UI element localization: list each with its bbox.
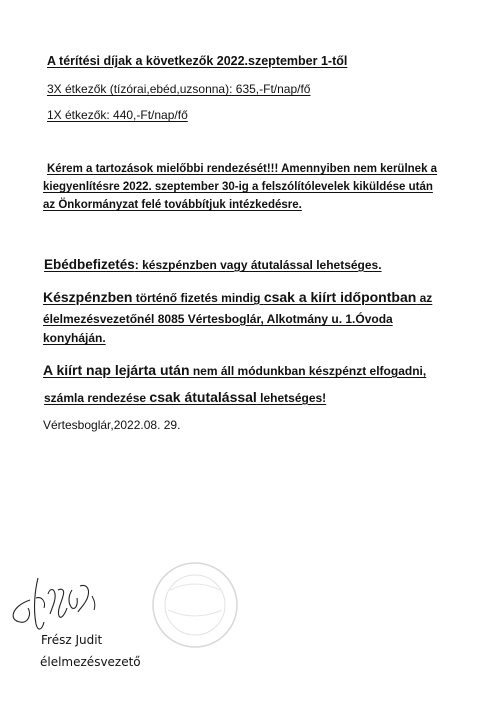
after-deadline-line2-start: számla rendezése — [44, 391, 150, 405]
cash-payment-line-2: élelmezésvezetőnél 8085 Vértesboglár, Alkotmány u. 1.Óvoda — [43, 312, 393, 326]
date-line: Vértesboglár,2022.08. 29. — [43, 418, 181, 432]
cash-payment-line-1 — [43, 289, 432, 305]
debt-notice-line-2: kiegyenlítésre 2022. szeptember 30-ig a felszólítólevelek kiküldése után — [43, 181, 433, 193]
price-line-1x: 1X étkezők: 440,-Ft/nap/fő — [47, 108, 188, 122]
after-deadline-text: nem áll módunkban készpénzt elfogadni, — [189, 364, 427, 378]
after-deadline-line-2 — [44, 389, 326, 405]
after-deadline-line-1 — [43, 362, 426, 378]
cash-payment-tail: az — [416, 291, 433, 305]
cash-payment-mid: történő fizetés mindig — [132, 291, 264, 305]
lunch-payment-line — [44, 257, 382, 272]
after-deadline-line2-end: lehetséges! — [256, 391, 327, 405]
after-deadline-emphasis: csak átutalással — [149, 389, 257, 405]
cash-payment-emphasis: csak a kiírt időpontban — [263, 289, 417, 305]
debt-notice-line-1: Kérem a tartozások mielőbbi rendezését!!! Amennyiben nem kerülnek a — [47, 163, 438, 175]
cash-payment-line-3: konyháján. — [43, 331, 106, 345]
lunch-payment-lead: Ebédbefizetés — [44, 257, 135, 272]
price-heading: A térítési díjak a következők 2022.szeptember 1-től — [47, 54, 348, 68]
signer-name: Frész Judit — [41, 633, 103, 647]
price-line-3x: 3X étkezők (tízórai,ebéd,uzsonna): 635,-Ft/nap/fő — [47, 82, 311, 96]
cash-payment-lead: Készpénzben — [43, 289, 133, 305]
lunch-payment-text: : készpénzben vagy átutalással lehetséges. — [134, 258, 382, 272]
signature-stamp-graphic — [0, 560, 260, 650]
signer-role: élelmezésvezető — [40, 655, 141, 669]
after-deadline-lead: A kiírt nap lejárta után — [43, 362, 190, 378]
debt-notice-line-3: az Önkormányzat felé továbbítjuk intézkedésre. — [43, 199, 302, 211]
